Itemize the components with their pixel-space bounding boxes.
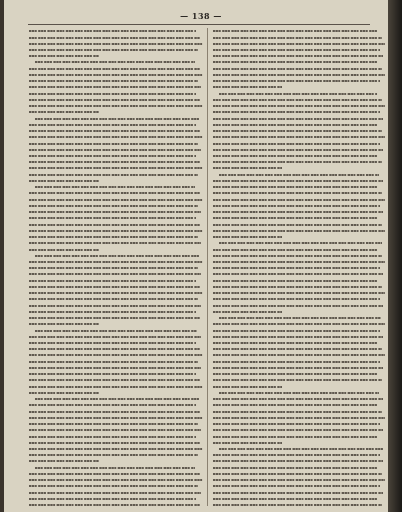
text-line (29, 47, 198, 53)
text-line (213, 103, 385, 109)
text-line (29, 196, 203, 202)
text-line (213, 333, 383, 339)
text-line (29, 458, 99, 464)
text-line (29, 78, 198, 84)
text-line (213, 402, 378, 408)
text-line (29, 502, 200, 506)
text-line (213, 452, 380, 458)
text-line (213, 47, 380, 53)
text-line (213, 134, 385, 140)
column-divider (207, 28, 208, 506)
text-line (29, 84, 201, 90)
text-line (29, 296, 198, 302)
text-line (213, 28, 378, 34)
text-line (29, 140, 198, 146)
text-line (213, 396, 383, 402)
text-line (213, 59, 378, 65)
page-number: — 138 — (180, 11, 222, 21)
text-line (29, 415, 203, 421)
text-line (213, 352, 385, 358)
text-line (213, 271, 383, 277)
text-line (29, 346, 200, 352)
text-line (213, 259, 385, 265)
text-line (213, 159, 382, 165)
text-line (213, 153, 378, 159)
text-line (29, 40, 203, 46)
text-line (213, 346, 382, 352)
text-line (29, 53, 99, 59)
text-line (29, 471, 200, 477)
text-line (213, 502, 382, 506)
text-line (29, 178, 99, 184)
text-line (213, 302, 383, 308)
text-line (213, 496, 378, 502)
text-line (213, 296, 380, 302)
text-line (213, 358, 380, 364)
text-line (219, 390, 379, 396)
text-line (29, 315, 200, 321)
text-line (35, 252, 199, 258)
text-line (35, 327, 197, 333)
text-line (213, 53, 383, 59)
text-line (29, 477, 203, 483)
text-line (29, 134, 203, 140)
text-line (29, 215, 196, 221)
text-line (29, 284, 200, 290)
text-line (213, 234, 282, 240)
text-line (213, 196, 385, 202)
text-line (29, 90, 196, 96)
text-line (213, 178, 383, 184)
text-line (29, 128, 200, 134)
text-line (29, 146, 201, 152)
header-rule (28, 24, 370, 25)
text-line (29, 390, 99, 396)
text-line (213, 489, 383, 495)
page-header (24, 11, 378, 23)
text-line (29, 421, 198, 427)
text-line (219, 315, 381, 321)
page-edge-shadow (388, 0, 402, 512)
text-line (29, 240, 201, 246)
text-line (29, 321, 99, 327)
text-line (213, 464, 378, 470)
text-line (29, 333, 201, 339)
text-line (213, 184, 378, 190)
right-text-column (213, 28, 385, 506)
text-line (213, 65, 382, 71)
text-line (213, 284, 382, 290)
text-line (29, 408, 200, 414)
text-line (29, 109, 99, 115)
text-line (213, 309, 282, 315)
text-line (213, 209, 383, 215)
text-line (219, 90, 377, 96)
text-line (35, 115, 200, 121)
text-line (213, 246, 378, 252)
text-line (29, 209, 201, 215)
text-line (29, 228, 203, 234)
text-line (213, 421, 380, 427)
text-line (213, 146, 383, 152)
text-line (213, 109, 380, 115)
text-line (29, 383, 203, 389)
text-line (213, 327, 380, 333)
text-line (29, 153, 196, 159)
text-line (29, 365, 201, 371)
text-line (213, 377, 382, 383)
text-line (213, 265, 380, 271)
text-line (213, 40, 385, 46)
text-line (29, 97, 200, 103)
text-line (29, 358, 198, 364)
text-line (29, 259, 203, 265)
text-line (35, 396, 200, 402)
text-line (213, 277, 378, 283)
text-line (213, 427, 383, 433)
text-line (29, 377, 200, 383)
text-line (29, 171, 198, 177)
text-line (29, 234, 198, 240)
text-line (213, 140, 380, 146)
text-line (29, 352, 203, 358)
text-line (29, 65, 200, 71)
text-line (213, 415, 385, 421)
text-line (29, 190, 200, 196)
text-line (213, 290, 385, 296)
text-line (213, 122, 378, 128)
text-line (29, 302, 201, 308)
text-line (29, 496, 196, 502)
text-line (29, 340, 196, 346)
text-line (213, 228, 385, 234)
text-line (29, 221, 200, 227)
text-line (29, 446, 203, 452)
text-line (213, 383, 282, 389)
text-line (29, 439, 200, 445)
text-line (29, 103, 203, 109)
text-line (29, 159, 200, 165)
text-line (213, 439, 282, 445)
text-line (29, 371, 196, 377)
text-line (35, 59, 195, 65)
text-line (213, 221, 382, 227)
text-line (29, 72, 203, 78)
left-text-column (29, 28, 203, 506)
text-line (219, 171, 379, 177)
text-line (29, 122, 196, 128)
text-line (213, 340, 378, 346)
text-line (213, 458, 383, 464)
text-line (213, 433, 378, 439)
text-line (213, 203, 380, 209)
text-line (29, 489, 201, 495)
text-line (29, 271, 201, 277)
text-line (213, 252, 382, 258)
text-line (213, 190, 382, 196)
text-line (35, 464, 195, 470)
text-line (29, 165, 203, 171)
text-line (213, 78, 380, 84)
text-line (213, 371, 378, 377)
text-line (29, 402, 196, 408)
text-line (29, 427, 201, 433)
text-line (213, 72, 385, 78)
text-line (213, 84, 282, 90)
text-line (29, 265, 198, 271)
text-line (213, 471, 382, 477)
text-line (213, 115, 383, 121)
text-line (29, 28, 196, 34)
text-line (35, 184, 195, 190)
text-line (29, 452, 198, 458)
text-line (29, 290, 203, 296)
text-line (213, 321, 385, 327)
text-line (29, 203, 198, 209)
text-line (29, 433, 196, 439)
page-binding-shadow (0, 0, 4, 512)
text-line (213, 483, 380, 489)
text-line (213, 215, 378, 221)
text-line (219, 446, 384, 452)
text-line (213, 34, 382, 40)
text-line (29, 246, 99, 252)
text-line (213, 408, 382, 414)
text-line (213, 165, 282, 171)
text-line (213, 97, 382, 103)
text-line (213, 365, 383, 371)
text-line (219, 240, 382, 246)
text-line (29, 34, 200, 40)
text-line (29, 277, 196, 283)
text-line (213, 128, 382, 134)
text-line (213, 477, 385, 483)
text-line (29, 309, 196, 315)
text-line (29, 483, 198, 489)
